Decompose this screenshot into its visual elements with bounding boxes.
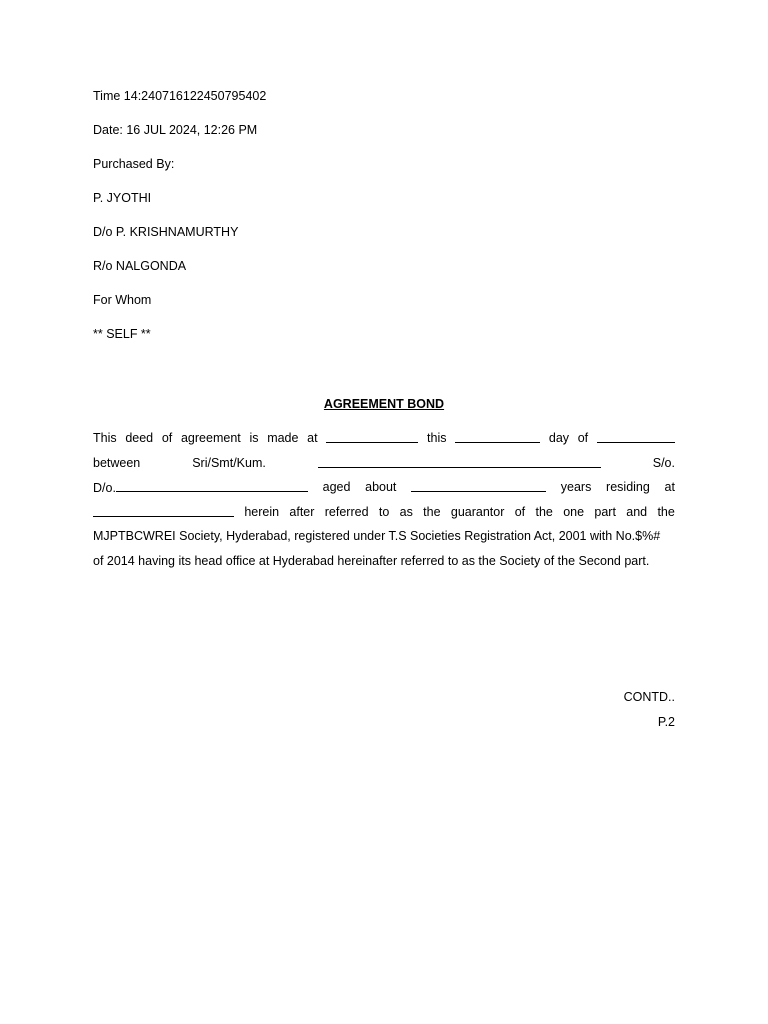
body-word: is: [249, 431, 259, 445]
body-word: to: [378, 505, 390, 519]
document-page: [93, 0, 675, 1024]
body-word: part: [594, 505, 616, 519]
page-number: P.2: [657, 715, 675, 729]
body-word: this: [427, 431, 447, 445]
body-word: of: [514, 505, 526, 519]
body-word: about: [365, 480, 397, 494]
body-word: guarantor: [450, 505, 505, 519]
body-word: the: [535, 505, 553, 519]
body-word: of: [161, 431, 173, 445]
body-word: as: [399, 505, 413, 519]
body-line-6: of 2014 having its head office at Hyderabad hereinafter referred to as the Society of the Second part.: [93, 554, 650, 568]
body-line-2: [93, 455, 675, 471]
body-word: and: [626, 505, 648, 519]
body-word: the: [423, 505, 441, 519]
body-word: at: [664, 480, 675, 494]
body-word: the: [657, 505, 675, 519]
body-word: between: [93, 456, 141, 470]
body-word: of: [577, 431, 589, 445]
document-title: AGREEMENT BOND: [323, 397, 445, 411]
body-word: after: [289, 505, 315, 519]
body-word: one: [563, 505, 585, 519]
body-word: deed: [125, 431, 154, 445]
purchased-by-label: Purchased By:: [93, 157, 175, 171]
name-blank[interactable]: [318, 455, 601, 468]
month-blank[interactable]: [597, 430, 675, 443]
body-line-1: [93, 430, 675, 446]
body-word: day: [548, 431, 570, 445]
body-word: years: [560, 480, 592, 494]
age-blank[interactable]: [411, 479, 546, 492]
residence-blank[interactable]: [93, 504, 234, 517]
body-word: made: [267, 431, 299, 445]
body-word: residing: [606, 480, 650, 494]
date-blank[interactable]: [455, 430, 540, 443]
date-line: Date: 16 JUL 2024, 12:26 PM: [93, 123, 258, 137]
body-word: aged: [322, 480, 351, 494]
body-word: referred: [324, 505, 369, 519]
continued-label: CONTD..: [623, 690, 675, 704]
body-line-5: MJPTBCWREI Society, Hyderabad, registered under T.S Societies Registration Act, 2001 with No.$%#: [93, 529, 661, 543]
purchaser-relation: D/o P. KRISHNAMURTHY: [93, 225, 239, 239]
for-whom-label: For Whom: [93, 293, 152, 307]
place-blank[interactable]: [326, 430, 418, 443]
body-word: herein: [244, 505, 280, 519]
body-word: Sri/Smt/Kum.: [192, 456, 266, 470]
for-whom-value: ** SELF **: [93, 327, 151, 341]
purchaser-name: P. JYOTHI: [93, 191, 152, 205]
body-word: S/o.: [652, 456, 675, 470]
purchaser-residence: R/o NALGONDA: [93, 259, 187, 273]
time-line: Time 14:240716122450795402: [93, 89, 267, 103]
body-word: D/o.: [93, 479, 308, 496]
parent-name-blank[interactable]: [116, 479, 308, 492]
body-line-4: [93, 504, 675, 520]
body-word: at: [307, 431, 318, 445]
body-line-3: [93, 479, 675, 496]
body-word: agreement: [180, 431, 241, 445]
body-word: This: [93, 431, 117, 445]
